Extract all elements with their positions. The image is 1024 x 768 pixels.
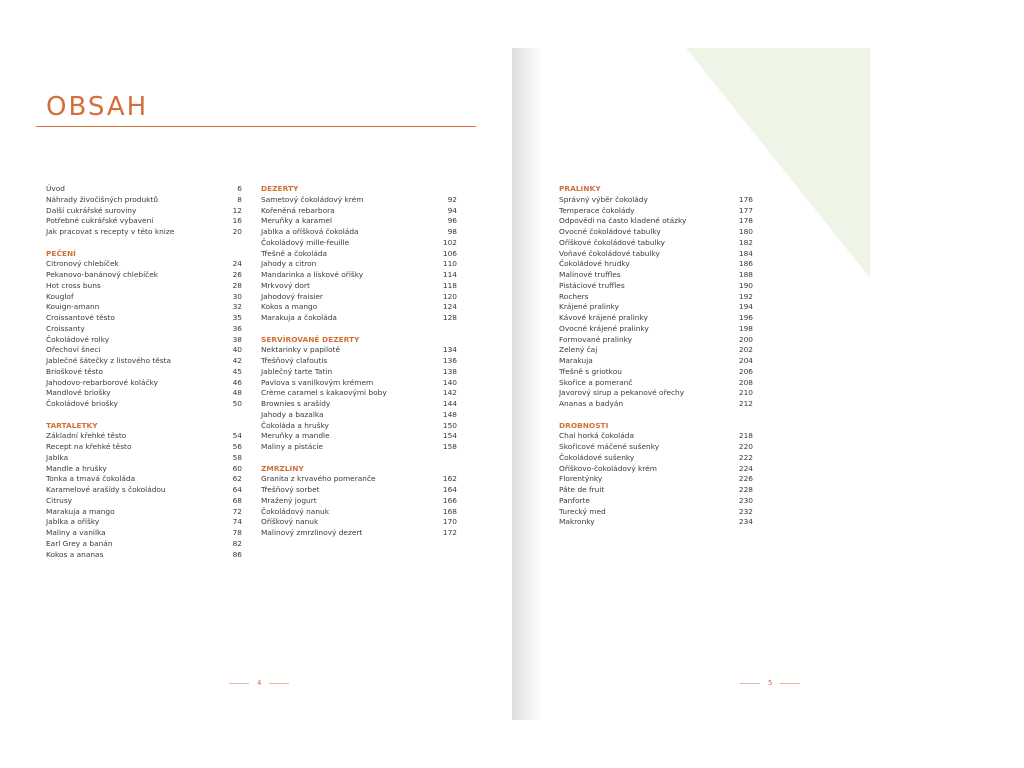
entry-page-number: 188 bbox=[738, 270, 753, 279]
entry-page-number: 78 bbox=[232, 528, 242, 537]
entry-title: Pavlova s vanilkovým krémem bbox=[261, 377, 374, 387]
toc-entry bbox=[559, 496, 753, 507]
entry-page-number: 176 bbox=[738, 194, 753, 204]
section-label: PRALINKY bbox=[559, 184, 601, 193]
toc-entry bbox=[559, 345, 753, 356]
entry-title: Tonka a tmavá čokoláda bbox=[46, 474, 136, 484]
entry-title: Pistáciové truffles bbox=[559, 280, 625, 290]
entry-title: Maliny a pistácie bbox=[261, 442, 323, 451]
toc-column-2 bbox=[261, 184, 457, 539]
toc-entry bbox=[559, 378, 753, 389]
toc-entry bbox=[46, 550, 242, 561]
toc-entry bbox=[46, 216, 242, 227]
page-number-left bbox=[229, 679, 289, 687]
toc-entry bbox=[46, 507, 242, 518]
entry-page-number: 177 bbox=[738, 205, 753, 215]
entry-title: Oříškový nanuk bbox=[261, 517, 319, 527]
entry-title: Formované pralinky bbox=[559, 334, 633, 344]
entry-title: Správný výběr čokolády bbox=[559, 194, 648, 204]
entry-title: Malinový zmrzlinový dezert bbox=[261, 528, 363, 537]
toc-entry bbox=[46, 281, 242, 292]
entry-page-number: 92 bbox=[447, 194, 457, 204]
section-label: DEZERTY bbox=[261, 184, 299, 193]
entry-title: Ovocné krájené pralinky bbox=[559, 323, 649, 333]
toc-entry bbox=[559, 227, 753, 238]
toc-spacer bbox=[261, 453, 457, 464]
entry-page-number: 198 bbox=[738, 323, 753, 333]
toc-entry bbox=[261, 270, 457, 281]
entry-page-number: 20 bbox=[232, 227, 242, 236]
toc-entry bbox=[559, 507, 753, 518]
entry-title: Jablka a oříšková čokoláda bbox=[261, 227, 359, 236]
entry-title: Mandlové briošky bbox=[46, 388, 111, 398]
entry-page-number: 94 bbox=[447, 205, 457, 215]
toc-entry bbox=[559, 302, 753, 313]
entry-page-number: 16 bbox=[232, 216, 242, 226]
entry-page-number: 128 bbox=[442, 313, 457, 322]
entry-page-number: 46 bbox=[232, 377, 242, 387]
entry-title: Nektarinky v papilotě bbox=[261, 345, 341, 355]
toc-entry bbox=[46, 442, 242, 453]
entry-page-number: 38 bbox=[232, 334, 242, 344]
entry-title: Zelený čaj bbox=[559, 345, 598, 355]
entry-page-number: 96 bbox=[447, 216, 457, 226]
toc-entry bbox=[261, 431, 457, 442]
toc-entry bbox=[46, 485, 242, 496]
entry-page-number: 30 bbox=[232, 291, 242, 301]
entry-title: Citronový chlebíček bbox=[46, 259, 119, 269]
toc-entry bbox=[261, 378, 457, 389]
toc-entry bbox=[261, 281, 457, 292]
entry-title: Crème caramel s kakaovými boby bbox=[261, 388, 387, 398]
toc-entry bbox=[46, 324, 242, 335]
page-number-text: 5 bbox=[768, 679, 773, 687]
section-label: TARTALETKY bbox=[46, 420, 98, 430]
toc-section-heading bbox=[261, 335, 457, 346]
entry-title: Čokoláda a hrušky bbox=[261, 420, 329, 430]
toc-entry bbox=[559, 238, 753, 249]
toc-entry bbox=[559, 431, 753, 442]
entry-page-number: 72 bbox=[232, 506, 242, 516]
toc-entry bbox=[559, 388, 753, 399]
entry-page-number: 26 bbox=[232, 270, 242, 279]
toc-entry bbox=[559, 195, 753, 206]
entry-page-number: 154 bbox=[442, 431, 457, 441]
entry-page-number: 136 bbox=[442, 356, 457, 365]
page-spine-shadow bbox=[512, 48, 544, 720]
toc-entry bbox=[559, 313, 753, 324]
entry-page-number: 8 bbox=[237, 194, 242, 204]
entry-page-number: 110 bbox=[442, 259, 457, 269]
entry-title: Čokoládový nanuk bbox=[261, 506, 329, 516]
toc-entry bbox=[46, 292, 242, 303]
entry-title: Jahodový fraisier bbox=[261, 291, 323, 301]
entry-title: Kouglof bbox=[46, 291, 74, 301]
toc-entry bbox=[261, 507, 457, 518]
entry-page-number: 36 bbox=[232, 323, 242, 333]
toc-entry bbox=[559, 249, 753, 260]
toc-entry bbox=[46, 356, 242, 367]
toc-entry bbox=[261, 216, 457, 227]
entry-title: Voňavé čokoládové tabulky bbox=[559, 248, 660, 258]
entry-page-number: 220 bbox=[738, 442, 753, 451]
entry-title: Další cukrářské suroviny bbox=[46, 205, 137, 215]
toc-entry bbox=[559, 335, 753, 346]
entry-title: Ovocné čokoládové tabulky bbox=[559, 227, 661, 236]
folio-dash bbox=[229, 683, 249, 684]
entry-page-number: 164 bbox=[442, 485, 457, 494]
entry-page-number: 40 bbox=[232, 345, 242, 355]
toc-entry bbox=[46, 517, 242, 528]
entry-title: Jablečný tarte Tatin bbox=[261, 366, 333, 376]
entry-page-number: 62 bbox=[232, 474, 242, 484]
entry-page-number: 32 bbox=[232, 302, 242, 312]
entry-page-number: 120 bbox=[442, 291, 457, 301]
toc-entry bbox=[261, 259, 457, 270]
page-number-text: 4 bbox=[257, 679, 262, 687]
title-underline bbox=[36, 126, 476, 127]
toc-entry bbox=[46, 431, 242, 442]
toc-spacer bbox=[46, 238, 242, 249]
entry-page-number: 54 bbox=[232, 431, 242, 441]
entry-page-number: 180 bbox=[738, 227, 753, 236]
entry-page-number: 45 bbox=[232, 366, 242, 376]
entry-page-number: 12 bbox=[232, 205, 242, 215]
entry-title: Ořechoví šneci bbox=[46, 345, 101, 355]
entry-title: Mrkvový dort bbox=[261, 280, 310, 290]
entry-page-number: 60 bbox=[232, 463, 242, 473]
entry-title: Třešně s griotkou bbox=[559, 366, 622, 376]
entry-page-number: 138 bbox=[442, 366, 457, 376]
entry-title: Pâte de fruit bbox=[559, 485, 605, 494]
entry-page-number: 158 bbox=[442, 442, 457, 451]
toc-entry bbox=[559, 453, 753, 464]
toc-entry bbox=[559, 517, 753, 528]
entry-page-number: 102 bbox=[442, 237, 457, 247]
toc-entry bbox=[46, 528, 242, 539]
entry-page-number: 74 bbox=[232, 517, 242, 527]
entry-page-number: 234 bbox=[738, 517, 753, 527]
entry-title: Maliny a vanilka bbox=[46, 528, 106, 537]
entry-title: Základní křehké těsto bbox=[46, 431, 127, 441]
toc-entry bbox=[559, 356, 753, 367]
entry-page-number: 212 bbox=[738, 399, 753, 408]
entry-title: Jablečné šátečky z listového těsta bbox=[46, 356, 172, 365]
entry-title: Odpovědi na často kladené otázky bbox=[559, 216, 687, 226]
toc-entry bbox=[261, 356, 457, 367]
entry-title: Mražený jogurt bbox=[261, 495, 317, 505]
entry-title: Croissanty bbox=[46, 323, 85, 333]
toc-entry bbox=[559, 442, 753, 453]
entry-title: Croissantové těsto bbox=[46, 313, 115, 322]
entry-title: Florentýnky bbox=[559, 474, 603, 484]
entry-title: Kouign-amann bbox=[46, 302, 100, 312]
folio-dash bbox=[269, 683, 289, 684]
entry-title: Mandarinka a lískové oříšky bbox=[261, 270, 364, 279]
entry-page-number: 172 bbox=[442, 528, 457, 537]
entry-title: Marakuja a mango bbox=[46, 506, 115, 516]
entry-page-number: 178 bbox=[738, 216, 753, 226]
entry-title: Granita z krvavého pomeranče bbox=[261, 474, 376, 484]
toc-entry bbox=[46, 206, 242, 217]
toc-entry bbox=[261, 485, 457, 496]
entry-page-number: 200 bbox=[738, 334, 753, 344]
toc-entry bbox=[261, 410, 457, 421]
entry-page-number: 162 bbox=[442, 474, 457, 484]
toc-spacer bbox=[46, 410, 242, 421]
entry-title: Marakuja a čokoláda bbox=[261, 313, 337, 322]
entry-title: Meruňky a karamel bbox=[261, 216, 332, 226]
entry-page-number: 144 bbox=[442, 399, 457, 408]
toc-entry bbox=[46, 378, 242, 389]
toc-entry bbox=[261, 302, 457, 313]
entry-page-number: 226 bbox=[738, 474, 753, 484]
toc-entry bbox=[46, 335, 242, 346]
entry-title: Jahodovo-rebarborové koláčky bbox=[46, 377, 158, 387]
entry-title: Earl Grey a banán bbox=[46, 538, 113, 548]
entry-page-number: 166 bbox=[442, 495, 457, 505]
entry-title: Turecký med bbox=[559, 506, 606, 516]
entry-page-number: 106 bbox=[442, 248, 457, 258]
toc-entry bbox=[559, 464, 753, 475]
toc-entry bbox=[261, 345, 457, 356]
toc-entry bbox=[261, 292, 457, 303]
entry-page-number: 124 bbox=[442, 302, 457, 312]
entry-title: Čokoládové rolky bbox=[46, 334, 110, 344]
entry-title: Malinové truffles bbox=[559, 270, 621, 279]
toc-entry bbox=[261, 399, 457, 410]
folio-dash bbox=[780, 683, 800, 684]
toc-entry bbox=[261, 206, 457, 217]
entry-page-number: 184 bbox=[738, 248, 753, 258]
entry-page-number: 218 bbox=[738, 431, 753, 441]
toc-entry bbox=[261, 195, 457, 206]
toc-entry bbox=[261, 313, 457, 324]
toc-entry bbox=[261, 367, 457, 378]
toc-entry bbox=[261, 517, 457, 528]
toc-entry bbox=[46, 345, 242, 356]
entry-page-number: 58 bbox=[232, 452, 242, 462]
page-number-right bbox=[740, 679, 800, 687]
toc-entry bbox=[46, 184, 242, 195]
entry-title: Náhrady živočišných produktů bbox=[46, 194, 158, 204]
entry-page-number: 182 bbox=[738, 237, 753, 247]
entry-page-number: 64 bbox=[232, 485, 242, 494]
entry-page-number: 194 bbox=[738, 302, 753, 312]
entry-title: Čokoládové briošky bbox=[46, 399, 118, 408]
toc-entry bbox=[559, 292, 753, 303]
entry-page-number: 42 bbox=[232, 356, 242, 365]
toc-entry bbox=[261, 474, 457, 485]
entry-page-number: 6 bbox=[237, 184, 242, 193]
toc-section-heading bbox=[559, 184, 753, 195]
entry-page-number: 114 bbox=[442, 270, 457, 279]
entry-title: Čokoládové sušenky bbox=[559, 452, 635, 462]
entry-title: Sametový čokoládový krém bbox=[261, 194, 364, 204]
entry-title: Brownies s arašídy bbox=[261, 399, 331, 408]
toc-entry bbox=[46, 302, 242, 313]
entry-title: Jak pracovat s recepty v této knize bbox=[46, 227, 175, 236]
toc-entry bbox=[46, 388, 242, 399]
entry-title: Hot cross buns bbox=[46, 280, 101, 290]
toc-entry bbox=[559, 399, 753, 410]
entry-title: Makronky bbox=[559, 517, 595, 527]
entry-page-number: 50 bbox=[232, 399, 242, 408]
entry-title: Rochers bbox=[559, 291, 589, 301]
entry-title: Třešňový sorbet bbox=[261, 485, 320, 494]
toc-entry bbox=[46, 496, 242, 507]
section-label: PEČENÍ bbox=[46, 248, 76, 258]
toc-entry bbox=[559, 216, 753, 227]
folio-dash bbox=[740, 683, 760, 684]
entry-title: Kokos a ananas bbox=[46, 549, 104, 559]
section-label: SERVÍROVANÉ DEZERTY bbox=[261, 334, 360, 344]
entry-title: Potřebné cukrářské vybavení bbox=[46, 216, 154, 226]
toc-entry bbox=[46, 453, 242, 464]
entry-page-number: 210 bbox=[738, 388, 753, 398]
entry-page-number: 206 bbox=[738, 366, 753, 376]
toc-entry bbox=[559, 281, 753, 292]
entry-page-number: 168 bbox=[442, 506, 457, 516]
entry-page-number: 140 bbox=[442, 377, 457, 387]
toc-section-heading bbox=[46, 249, 242, 260]
entry-title: Oříškové čokoládové tabulky bbox=[559, 237, 666, 247]
entry-title: Karamelové arašídy s čokoládou bbox=[46, 485, 166, 494]
toc-section-heading bbox=[46, 421, 242, 432]
entry-page-number: 170 bbox=[442, 517, 457, 527]
section-label: DROBNOSTI bbox=[559, 420, 609, 430]
entry-page-number: 142 bbox=[442, 388, 457, 398]
entry-page-number: 192 bbox=[738, 291, 753, 301]
entry-page-number: 82 bbox=[232, 538, 242, 548]
toc-entry bbox=[261, 442, 457, 453]
entry-page-number: 228 bbox=[738, 485, 753, 494]
entry-title: Marakuja bbox=[559, 356, 593, 365]
entry-title: Čokoládové hrudky bbox=[559, 259, 630, 269]
toc-entry bbox=[559, 367, 753, 378]
entry-page-number: 150 bbox=[442, 420, 457, 430]
toc-entry bbox=[46, 464, 242, 475]
entry-page-number: 24 bbox=[232, 259, 242, 269]
entry-title: Kokos a mango bbox=[261, 302, 318, 312]
entry-page-number: 196 bbox=[738, 313, 753, 322]
toc-column-1 bbox=[46, 184, 242, 560]
entry-page-number: 134 bbox=[442, 345, 457, 355]
toc-entry bbox=[559, 485, 753, 496]
toc-entry bbox=[46, 195, 242, 206]
toc-entry bbox=[559, 474, 753, 485]
entry-title: Třešňový clafoutis bbox=[261, 356, 328, 365]
entry-title: Úvod bbox=[46, 184, 65, 193]
entry-title: Javorový sirup a pekanové ořechy bbox=[559, 388, 685, 398]
toc-column-3 bbox=[559, 184, 753, 528]
entry-title: Jahody a citron bbox=[261, 259, 317, 269]
entry-title: Kávové krájené pralinky bbox=[559, 313, 648, 322]
toc-entry bbox=[559, 259, 753, 270]
toc-entry bbox=[261, 238, 457, 249]
entry-title: Jablka bbox=[46, 452, 69, 462]
entry-page-number: 186 bbox=[738, 259, 753, 269]
toc-entry bbox=[261, 388, 457, 399]
toc-entry bbox=[261, 421, 457, 432]
entry-title: Recept na křehké těsto bbox=[46, 442, 132, 451]
entry-title: Brioškové těsto bbox=[46, 366, 104, 376]
entry-title: Chai horká čokoláda bbox=[559, 431, 634, 441]
entry-page-number: 86 bbox=[232, 549, 242, 559]
entry-page-number: 98 bbox=[447, 227, 457, 236]
toc-entry bbox=[46, 399, 242, 410]
entry-title: Panforte bbox=[559, 495, 590, 505]
toc-entry bbox=[46, 367, 242, 378]
entry-page-number: 48 bbox=[232, 388, 242, 398]
entry-title: Čokoládový mille-feuille bbox=[261, 237, 350, 247]
toc-entry bbox=[261, 227, 457, 238]
entry-title: Temperace čokolády bbox=[559, 205, 635, 215]
entry-title: Citrusy bbox=[46, 495, 73, 505]
toc-section-heading bbox=[261, 184, 457, 195]
section-label: ZMRZLINY bbox=[261, 463, 304, 473]
entry-title: Skořicové máčené sušenky bbox=[559, 442, 660, 451]
toc-entry bbox=[559, 270, 753, 281]
entry-page-number: 222 bbox=[738, 452, 753, 462]
page-title: OBSAH bbox=[46, 92, 149, 122]
entry-title: Mandle a hrušky bbox=[46, 463, 107, 473]
toc-spacer bbox=[261, 324, 457, 335]
entry-page-number: 68 bbox=[232, 495, 242, 505]
entry-title: Ananas a badyán bbox=[559, 399, 624, 408]
entry-title: Oříškovo-čokoládový krém bbox=[559, 463, 657, 473]
toc-entry bbox=[559, 206, 753, 217]
entry-page-number: 56 bbox=[232, 442, 242, 451]
entry-page-number: 232 bbox=[738, 506, 753, 516]
entry-page-number: 35 bbox=[232, 313, 242, 322]
entry-page-number: 204 bbox=[738, 356, 753, 365]
entry-title: Kořeněná rebarbora bbox=[261, 205, 335, 215]
entry-title: Meruňky a mandle bbox=[261, 431, 330, 441]
toc-entry bbox=[46, 270, 242, 281]
toc-entry bbox=[46, 474, 242, 485]
toc-entry bbox=[46, 313, 242, 324]
toc-entry bbox=[46, 227, 242, 238]
entry-page-number: 118 bbox=[442, 280, 457, 290]
entry-title: Jablka a oříšky bbox=[46, 517, 100, 527]
entry-page-number: 148 bbox=[442, 409, 457, 419]
toc-entry bbox=[261, 528, 457, 539]
toc-entry bbox=[261, 496, 457, 507]
toc-section-heading bbox=[559, 421, 753, 432]
entry-page-number: 230 bbox=[738, 495, 753, 505]
entry-page-number: 190 bbox=[738, 280, 753, 290]
entry-title: Pekanovo-banánový chlebíček bbox=[46, 270, 159, 279]
entry-title: Třešně a čokoláda bbox=[261, 248, 328, 258]
toc-entry bbox=[46, 539, 242, 550]
entry-title: Skořice a pomeranč bbox=[559, 377, 633, 387]
entry-title: Jahody a bazalka bbox=[261, 409, 324, 419]
entry-page-number: 202 bbox=[738, 345, 753, 355]
toc-spacer bbox=[559, 410, 753, 421]
toc-entry bbox=[261, 249, 457, 260]
toc-entry bbox=[559, 324, 753, 335]
entry-title: Krájené pralinky bbox=[559, 302, 620, 312]
entry-page-number: 224 bbox=[738, 463, 753, 473]
entry-page-number: 28 bbox=[232, 280, 242, 290]
entry-page-number: 208 bbox=[738, 377, 753, 387]
toc-entry bbox=[46, 259, 242, 270]
toc-section-heading bbox=[261, 464, 457, 475]
